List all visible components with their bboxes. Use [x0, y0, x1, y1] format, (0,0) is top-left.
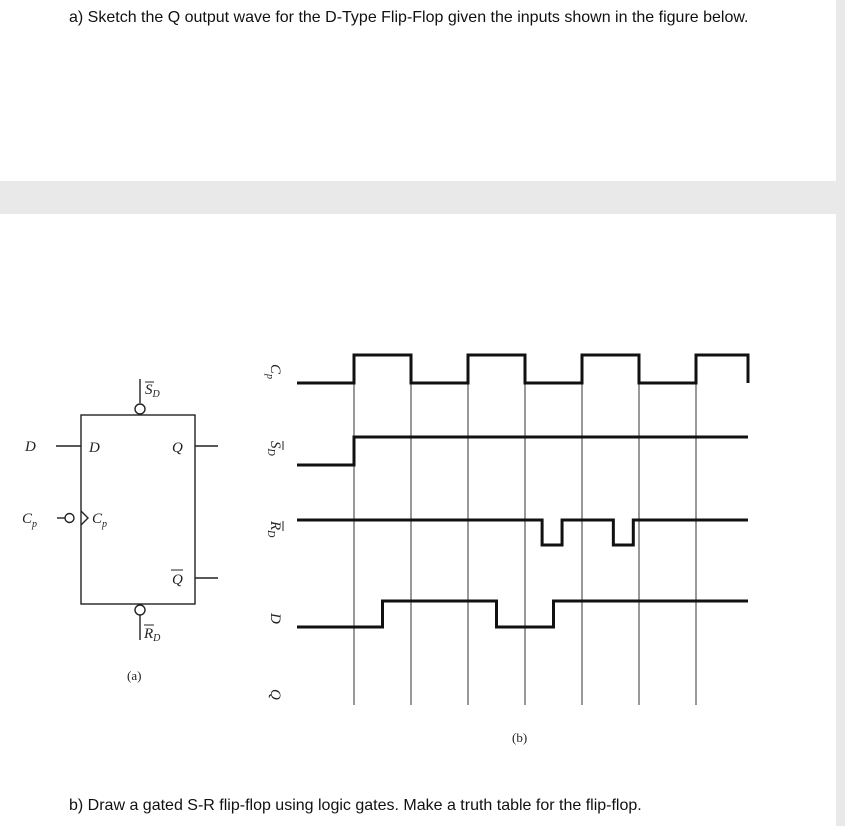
sd-signal-label-sub: D	[265, 448, 276, 456]
cp-waveform	[297, 355, 748, 383]
rd-signal-label	[265, 520, 283, 538]
figure-a-caption: (a)	[127, 668, 142, 683]
flip-flop-block	[56, 379, 218, 640]
rd-pin-label	[143, 626, 161, 644]
svg-text:Cp	[264, 364, 283, 379]
figure-b-caption: (b)	[512, 730, 528, 745]
d-pin-label: D	[89, 440, 100, 456]
sd-signal-label-main: S	[267, 441, 283, 449]
question-b-text: b) Draw a gated S-R flip-flop using logic gates. Make a truth table for the flip-flop.	[69, 797, 642, 814]
clock-triangle	[81, 511, 88, 525]
q-pin-label: Q	[172, 440, 183, 456]
cp-signal-label-sub: p	[264, 374, 275, 380]
d-input-label: D	[25, 439, 36, 455]
rd-inversion-bubble	[135, 605, 145, 615]
sd-signal-label	[265, 441, 283, 457]
sd-pin-label-sub: D	[152, 389, 160, 400]
rd-signal-label-main: R	[267, 521, 283, 531]
timing-guide-lines	[354, 355, 696, 705]
d-signal-label	[267, 612, 283, 624]
cp-pin-label	[92, 511, 107, 530]
sd-waveform	[297, 437, 748, 465]
sd-pin-label	[145, 382, 161, 400]
sd-pin-label-main: S	[145, 382, 153, 398]
d-signal-label-text: D	[267, 613, 283, 624]
rd-waveform	[297, 520, 748, 545]
q-signal-label	[267, 689, 283, 700]
cp-signal-label	[264, 364, 283, 379]
cp-input-label	[22, 511, 37, 530]
sd-inversion-bubble	[135, 404, 145, 414]
cp-pin-label-main: C	[92, 511, 103, 527]
svg-text:SD	[265, 441, 283, 457]
cp-inversion-bubble	[65, 514, 74, 523]
d-waveform	[297, 601, 748, 627]
cp-input-label-main: C	[22, 511, 33, 527]
svg-text:RD	[265, 520, 283, 538]
question-a-text: a) Sketch the Q output wave for the D-Type Flip-Flop given the inputs shown in the figure below.	[69, 9, 749, 26]
rd-pin-label-sub: D	[153, 633, 161, 644]
cp-input-label-sub: p	[32, 519, 38, 530]
q-bar-pin-label: Q	[172, 572, 183, 588]
rd-pin-label-main: R	[144, 626, 154, 642]
cp-signal-label-main: C	[267, 364, 283, 375]
rd-signal-label-sub: D	[265, 530, 276, 538]
cp-pin-label-sub: p	[102, 519, 108, 530]
q-signal-label-text: Q	[267, 689, 283, 700]
timing-waveforms	[297, 355, 748, 627]
